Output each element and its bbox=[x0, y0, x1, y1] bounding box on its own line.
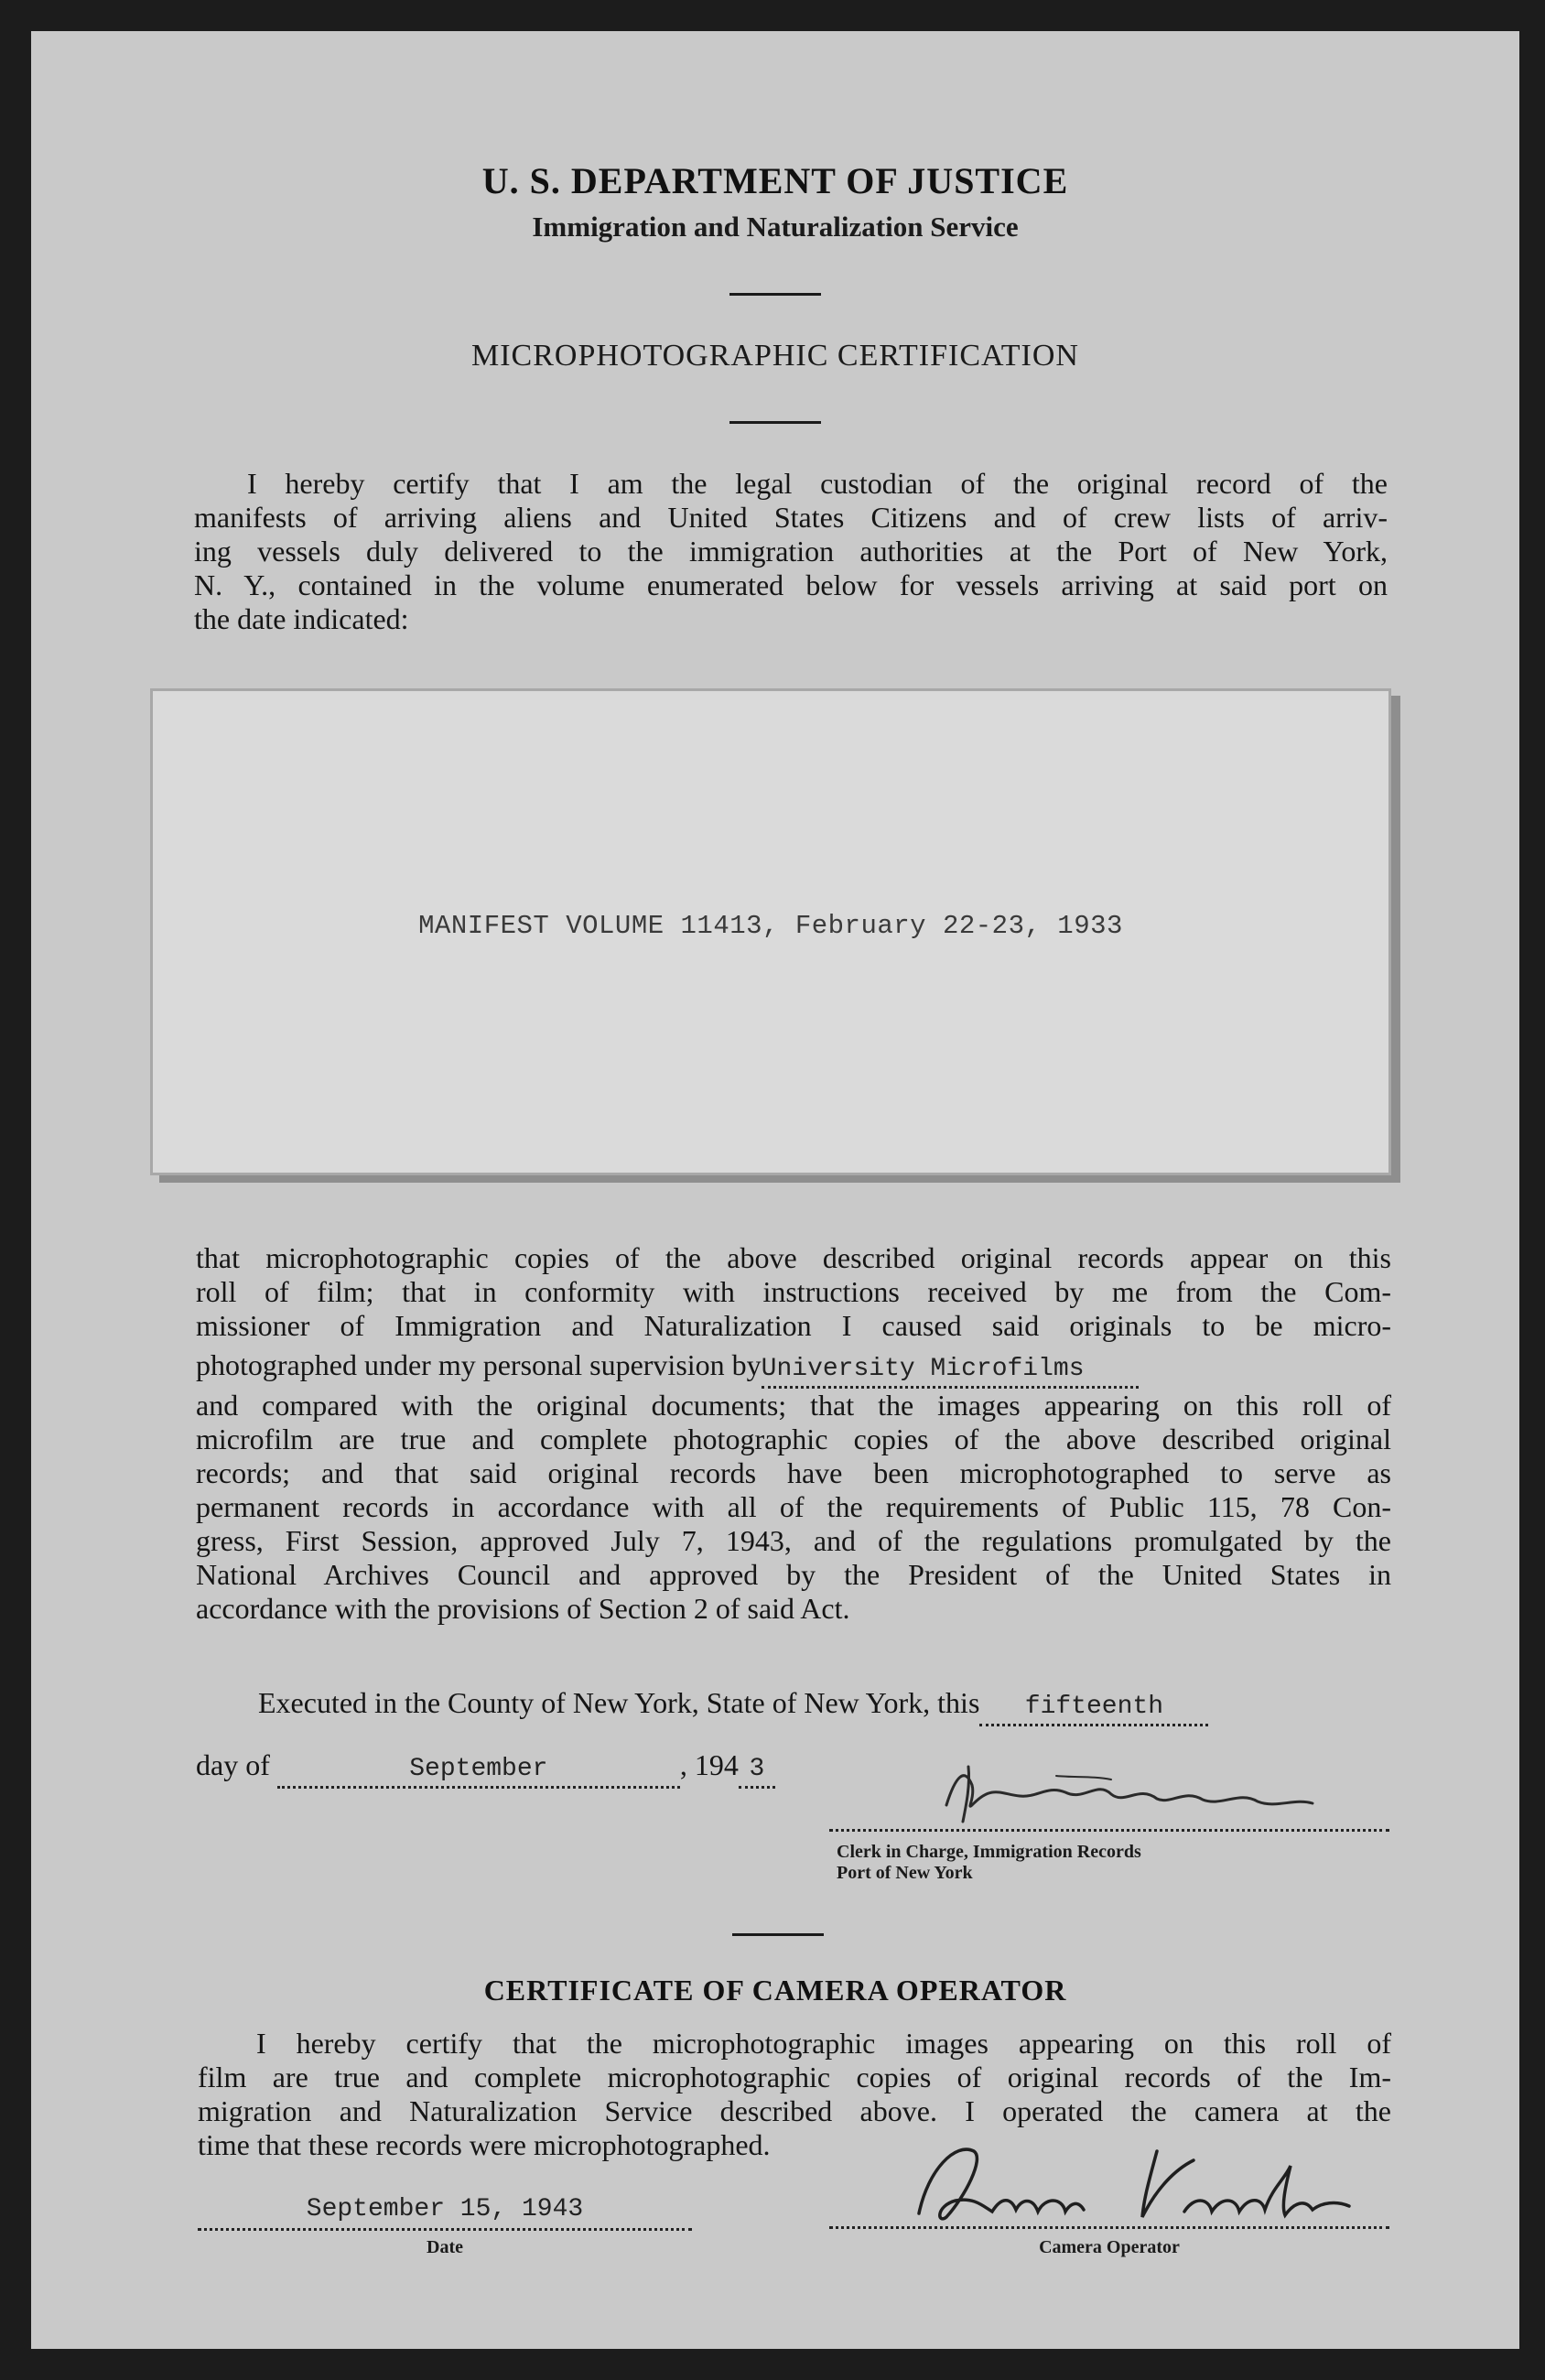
body-line: National Archives Council and approved by the President of the United States in bbox=[196, 1558, 1391, 1591]
operator-line: migration and Naturalization Service described above. I operated the camera at the bbox=[198, 2094, 1391, 2127]
body-paragraph bbox=[196, 1241, 1391, 1626]
day-word-field bbox=[979, 1686, 1208, 1726]
supervision-prefix: photographed under my personal supervision by bbox=[196, 1348, 762, 1381]
year-digit: 3 bbox=[749, 1755, 765, 1783]
intro-line: manifests of arriving aliens and United States Citizens and of crew lists of arriv- bbox=[194, 501, 1388, 534]
date-label: Date bbox=[427, 2237, 463, 2257]
department-title: U. S. DEPARTMENT OF JUSTICE bbox=[481, 160, 1069, 201]
clerk-title bbox=[837, 1842, 1141, 1884]
intro-paragraph bbox=[194, 467, 1388, 636]
date-line bbox=[196, 1748, 891, 1789]
body-line: that microphotographic copies of the above described original records appear on this bbox=[196, 1241, 1391, 1274]
volume-card bbox=[150, 688, 1391, 1175]
body-line: and compared with the original documents; that the images appearing on this roll of bbox=[196, 1389, 1391, 1422]
body-line: roll of film; that in conformity with instructions received by me from the Com- bbox=[196, 1275, 1391, 1308]
execution-prefix: Executed in the County of New York, State of New York, this bbox=[258, 1686, 980, 1719]
section-divider bbox=[732, 1933, 824, 1936]
body-line: permanent records in accordance with all of the requirements of Public 115, 78 Con- bbox=[196, 1490, 1391, 1523]
body-line: gress, First Session, approved July 7, 1943, and of the regulations promulgated by the bbox=[196, 1524, 1391, 1557]
operator-line: time that these records were microphotographed. bbox=[198, 2128, 771, 2161]
operator-date: September 15, 1943 bbox=[306, 2195, 584, 2223]
clerk-signature bbox=[937, 1748, 1358, 1831]
clerk-title-line2: Port of New York bbox=[837, 1863, 973, 1883]
day-of-label: day of bbox=[196, 1748, 270, 1781]
microfilm-company: University Microfilms bbox=[761, 1355, 1085, 1383]
month: September bbox=[409, 1755, 548, 1783]
clerk-title-line1: Clerk in Charge, Immigration Records bbox=[837, 1842, 1141, 1862]
supervision-line bbox=[196, 1348, 1391, 1389]
intro-line: N. Y., contained in the volume enumerated below for vessels arriving at said port on bbox=[194, 568, 1388, 601]
clerk-signature-line bbox=[829, 1829, 1389, 1832]
month-field bbox=[277, 1748, 680, 1789]
execution-line bbox=[258, 1686, 1393, 1726]
body-line: missioner of Immigration and Naturalization I caused said originals to be micro- bbox=[196, 1309, 1391, 1342]
volume-text: MANIFEST VOLUME 11413, February 22-23, 1933 bbox=[418, 911, 1123, 941]
title-divider bbox=[729, 421, 821, 424]
year-digit-field bbox=[739, 1748, 775, 1789]
operator-certificate-title: CERTIFICATE OF CAMERA OPERATOR bbox=[483, 1974, 1067, 2007]
day-word: fifteenth bbox=[1024, 1693, 1163, 1721]
body-line: records; and that said original records have been microphotographed to serve as bbox=[196, 1456, 1391, 1489]
service-subtitle: Immigration and Naturalization Service bbox=[532, 211, 1019, 243]
intro-line: ing vessels duly delivered to the immigration authorities at the Port of New York, bbox=[194, 535, 1388, 568]
intro-line: the date indicated: bbox=[194, 602, 409, 635]
operator-line: I hereby certify that the microphotographic images appearing on this roll of bbox=[256, 2027, 1391, 2060]
header-divider bbox=[729, 293, 821, 296]
microfilm-company-field bbox=[762, 1348, 1139, 1389]
operator-line: film are true and complete microphotographic copies of original records of the Im- bbox=[198, 2061, 1391, 2093]
body-line: microfilm are true and complete photographic copies of the above described original bbox=[196, 1423, 1391, 1455]
year-prefix: , 194 bbox=[679, 1748, 739, 1781]
intro-line: I hereby certify that I am the legal custodian of the original record of the bbox=[247, 467, 1388, 500]
camera-operator-label: Camera Operator bbox=[1039, 2237, 1180, 2257]
certification-title: MICROPHOTOGRAPHIC CERTIFICATION bbox=[470, 339, 1079, 373]
body-line: accordance with the provisions of Section 2 of said Act. bbox=[196, 1592, 850, 1625]
certificate-page bbox=[31, 31, 1519, 2349]
operator-signature-line bbox=[829, 2226, 1389, 2229]
operator-date-field bbox=[198, 2195, 692, 2231]
